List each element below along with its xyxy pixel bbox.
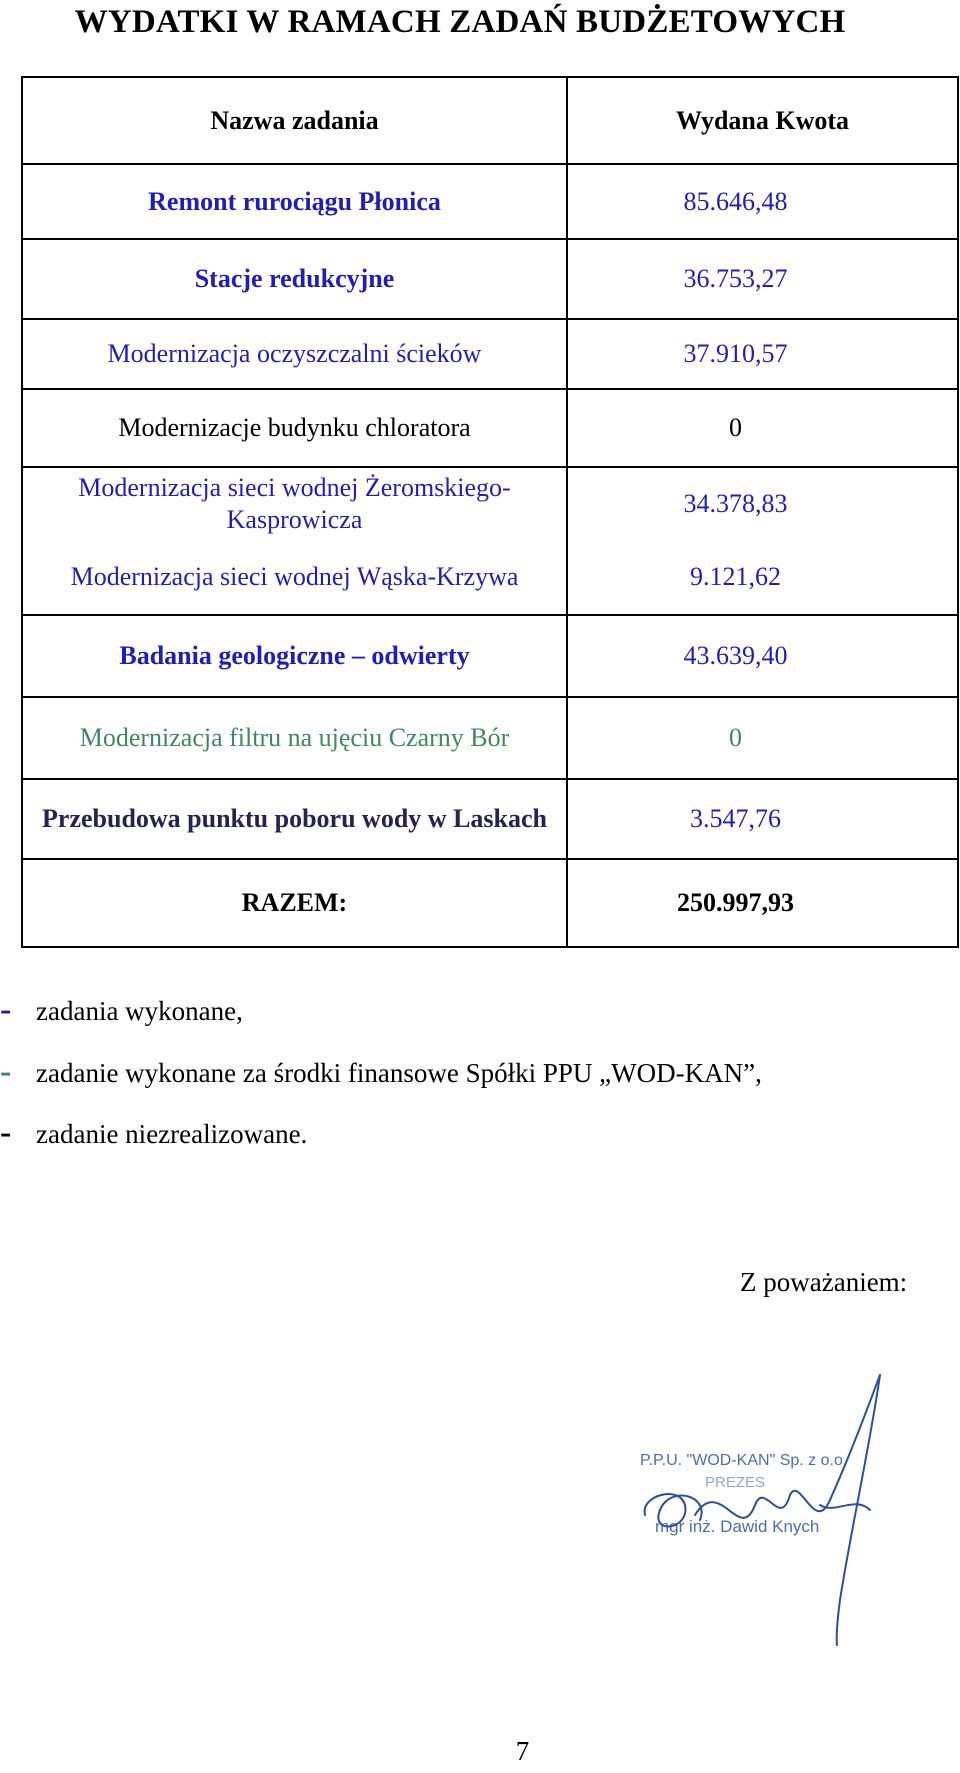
page-title: WYDATKI W RAMACH ZADAŃ BUDŻETOWYCH [74, 4, 846, 40]
task-name: Modernizacja oczyszczalni ścieków [22, 319, 567, 389]
task-amount: 9.121,62 [567, 539, 958, 615]
legend-item [0, 1053, 930, 1090]
table-header-row [22, 77, 958, 164]
task-amount: 37.910,57 [567, 319, 958, 389]
table-row [22, 319, 958, 389]
task-amount: 85.646,48 [567, 164, 958, 239]
stamp-line-company: P.P.U. "WOD-KAN" Sp. z o.o. [640, 1452, 848, 1469]
table-row [22, 539, 958, 615]
legend-item [0, 1114, 930, 1151]
task-name: Badania geologiczne – odwierty [22, 615, 567, 697]
dash-marker: - [0, 991, 12, 1028]
task-amount: 43.639,40 [567, 615, 958, 697]
task-amount: 36.753,27 [567, 239, 958, 319]
table-row [22, 779, 958, 859]
legend-text: zadanie wykonane za środki finansowe Spółki PPU „WOD-KAN”, [36, 1058, 762, 1088]
legend-item [0, 991, 930, 1028]
task-amount: 34.378,83 [567, 467, 958, 539]
header-task-name: Nazwa zadania [22, 77, 567, 164]
table-row [22, 389, 958, 467]
task-amount: 0 [567, 697, 958, 779]
table-row [22, 467, 958, 539]
budget-table [21, 76, 959, 948]
table-row [22, 615, 958, 697]
task-amount: 0 [567, 389, 958, 467]
stamp-line-role: PREZES [705, 1474, 766, 1491]
table-total-row [22, 859, 958, 947]
stamp-line-name: mgr inż. Dawid Knych [655, 1517, 820, 1536]
task-name: Modernizacje budynku chloratora [22, 389, 567, 467]
task-name: Modernizacja filtru na ujęciu Czarny Bór [22, 697, 567, 779]
task-name: Stacje redukcyjne [22, 239, 567, 319]
header-amount: Wydana Kwota [567, 77, 958, 164]
dash-marker: - [0, 1114, 12, 1151]
legend-text: zadania wykonane, [36, 996, 243, 1026]
table-row [22, 697, 958, 779]
closing-text: Z poważaniem: [740, 1267, 908, 1297]
table-row [22, 164, 958, 239]
task-name: Modernizacja sieci wodnej Wąska-Krzywa [22, 539, 567, 615]
task-name: Przebudowa punktu poboru wody w Laskach [22, 779, 567, 859]
signature-stamp [590, 1355, 920, 1655]
task-amount: 3.547,76 [567, 779, 958, 859]
task-name: Remont rurociągu Płonica [22, 164, 567, 239]
page-number: 7 [515, 1736, 530, 1766]
table-row [22, 239, 958, 319]
total-label: RAZEM: [22, 859, 567, 947]
total-value: 250.997,93 [567, 859, 958, 947]
handwritten-signature [645, 1375, 880, 1645]
task-name: Modernizacja sieci wodnej Żeromskiego-Kasprowicza [22, 467, 567, 539]
dash-marker: - [0, 1053, 12, 1090]
legend-text: zadanie niezrealizowane. [36, 1119, 308, 1149]
